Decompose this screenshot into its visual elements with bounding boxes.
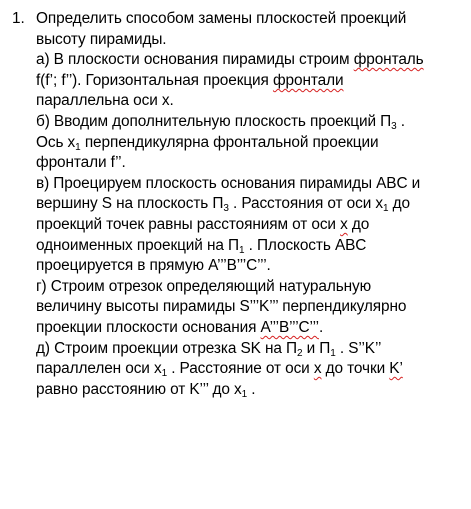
text-run: Ось x xyxy=(36,133,76,151)
text-run: б) Вводим дополнительную плоскость проекций П xyxy=(36,113,392,130)
spellcheck-underlined-word: A’’’B’’’C’’’ xyxy=(260,319,319,336)
text-line xyxy=(36,194,410,214)
text-run: параллелен оси x xyxy=(36,360,162,378)
text-line xyxy=(36,215,369,235)
text-run: перпендикулярна фронтальной проекции xyxy=(80,133,379,151)
text-run: f(f’; f’’). Горизонтальная проекция xyxy=(36,71,273,89)
text-line xyxy=(36,50,424,70)
spellcheck-underlined-word: x xyxy=(313,360,322,378)
text-line xyxy=(36,380,255,400)
text-line xyxy=(36,277,371,297)
text-run: равно расстоянию от K’’’ до x xyxy=(36,380,242,398)
subscript: 1 xyxy=(330,347,336,359)
text-line xyxy=(36,256,271,276)
subscript: 1 xyxy=(75,141,81,153)
subscript: 3 xyxy=(223,203,229,215)
text-run: высоту пирамиды. xyxy=(36,30,167,48)
text-line xyxy=(36,318,323,338)
spellcheck-underlined-word: x xyxy=(340,216,348,233)
text-run: . Расстояние от оси xyxy=(167,360,314,378)
text-run: а) В плоскости основания пирамиды строим xyxy=(36,51,354,69)
text-run: вершину S на плоскость П xyxy=(36,195,224,213)
text-run: . xyxy=(318,319,324,336)
text-line xyxy=(36,236,366,256)
text-line xyxy=(36,174,420,194)
text-run: д) Строим проекции отрезка SK на П xyxy=(36,339,297,357)
text-run: фронтали f’’. xyxy=(36,154,126,172)
text-run: г) Строим отрезок определяющий натуральную xyxy=(36,277,372,295)
text-line xyxy=(36,297,406,317)
text-line xyxy=(36,9,406,29)
text-line xyxy=(36,339,381,359)
text-run: . xyxy=(396,113,405,130)
text-run: параллельна оси x. xyxy=(36,92,174,110)
text-run: проецируется в прямую A’’’B’’’C’’’. xyxy=(36,257,271,275)
text-run: Определить способом замены плоскостей проекций xyxy=(36,10,407,27)
text-line xyxy=(36,133,379,153)
subscript: 1 xyxy=(241,388,248,400)
text-run: . S’’K’’ xyxy=(335,339,382,357)
subscript: 3 xyxy=(391,121,397,132)
subscript: 1 xyxy=(382,203,389,215)
text-run: . xyxy=(247,380,256,398)
text-run: величину высоты пирамиды S’’’K’’’ перпендикулярно xyxy=(36,298,407,316)
text-run: до точки xyxy=(321,360,390,378)
text-run: и П xyxy=(302,339,331,357)
spellcheck-underlined-word: фронталь xyxy=(353,51,424,69)
subscript: 1 xyxy=(238,244,245,256)
text-run: до xyxy=(347,216,370,233)
list-item-number: 1. xyxy=(12,10,25,27)
text-line xyxy=(36,112,405,132)
text-run: . Расстояния от оси x xyxy=(228,195,383,213)
spellcheck-underlined-word: фронтали xyxy=(272,71,344,89)
text-line xyxy=(36,30,166,50)
text-line xyxy=(36,71,343,91)
subscript: 2 xyxy=(296,347,303,359)
subscript: 1 xyxy=(161,368,168,380)
spellcheck-underlined-word: K’ xyxy=(389,360,403,378)
text-run: . Плоскость ABC xyxy=(244,236,367,254)
text-run: проекции плоскости основания xyxy=(36,319,261,336)
text-line xyxy=(36,153,126,173)
text-run: проекций точек равны расстояниям от оси xyxy=(36,216,341,233)
text-line xyxy=(36,91,174,111)
text-run: до xyxy=(388,195,410,213)
text-line xyxy=(36,359,403,379)
text-run: одноименных проекций на П xyxy=(36,236,239,254)
text-run: в) Проецируем плоскость основания пирамиды ABC и xyxy=(36,174,421,192)
